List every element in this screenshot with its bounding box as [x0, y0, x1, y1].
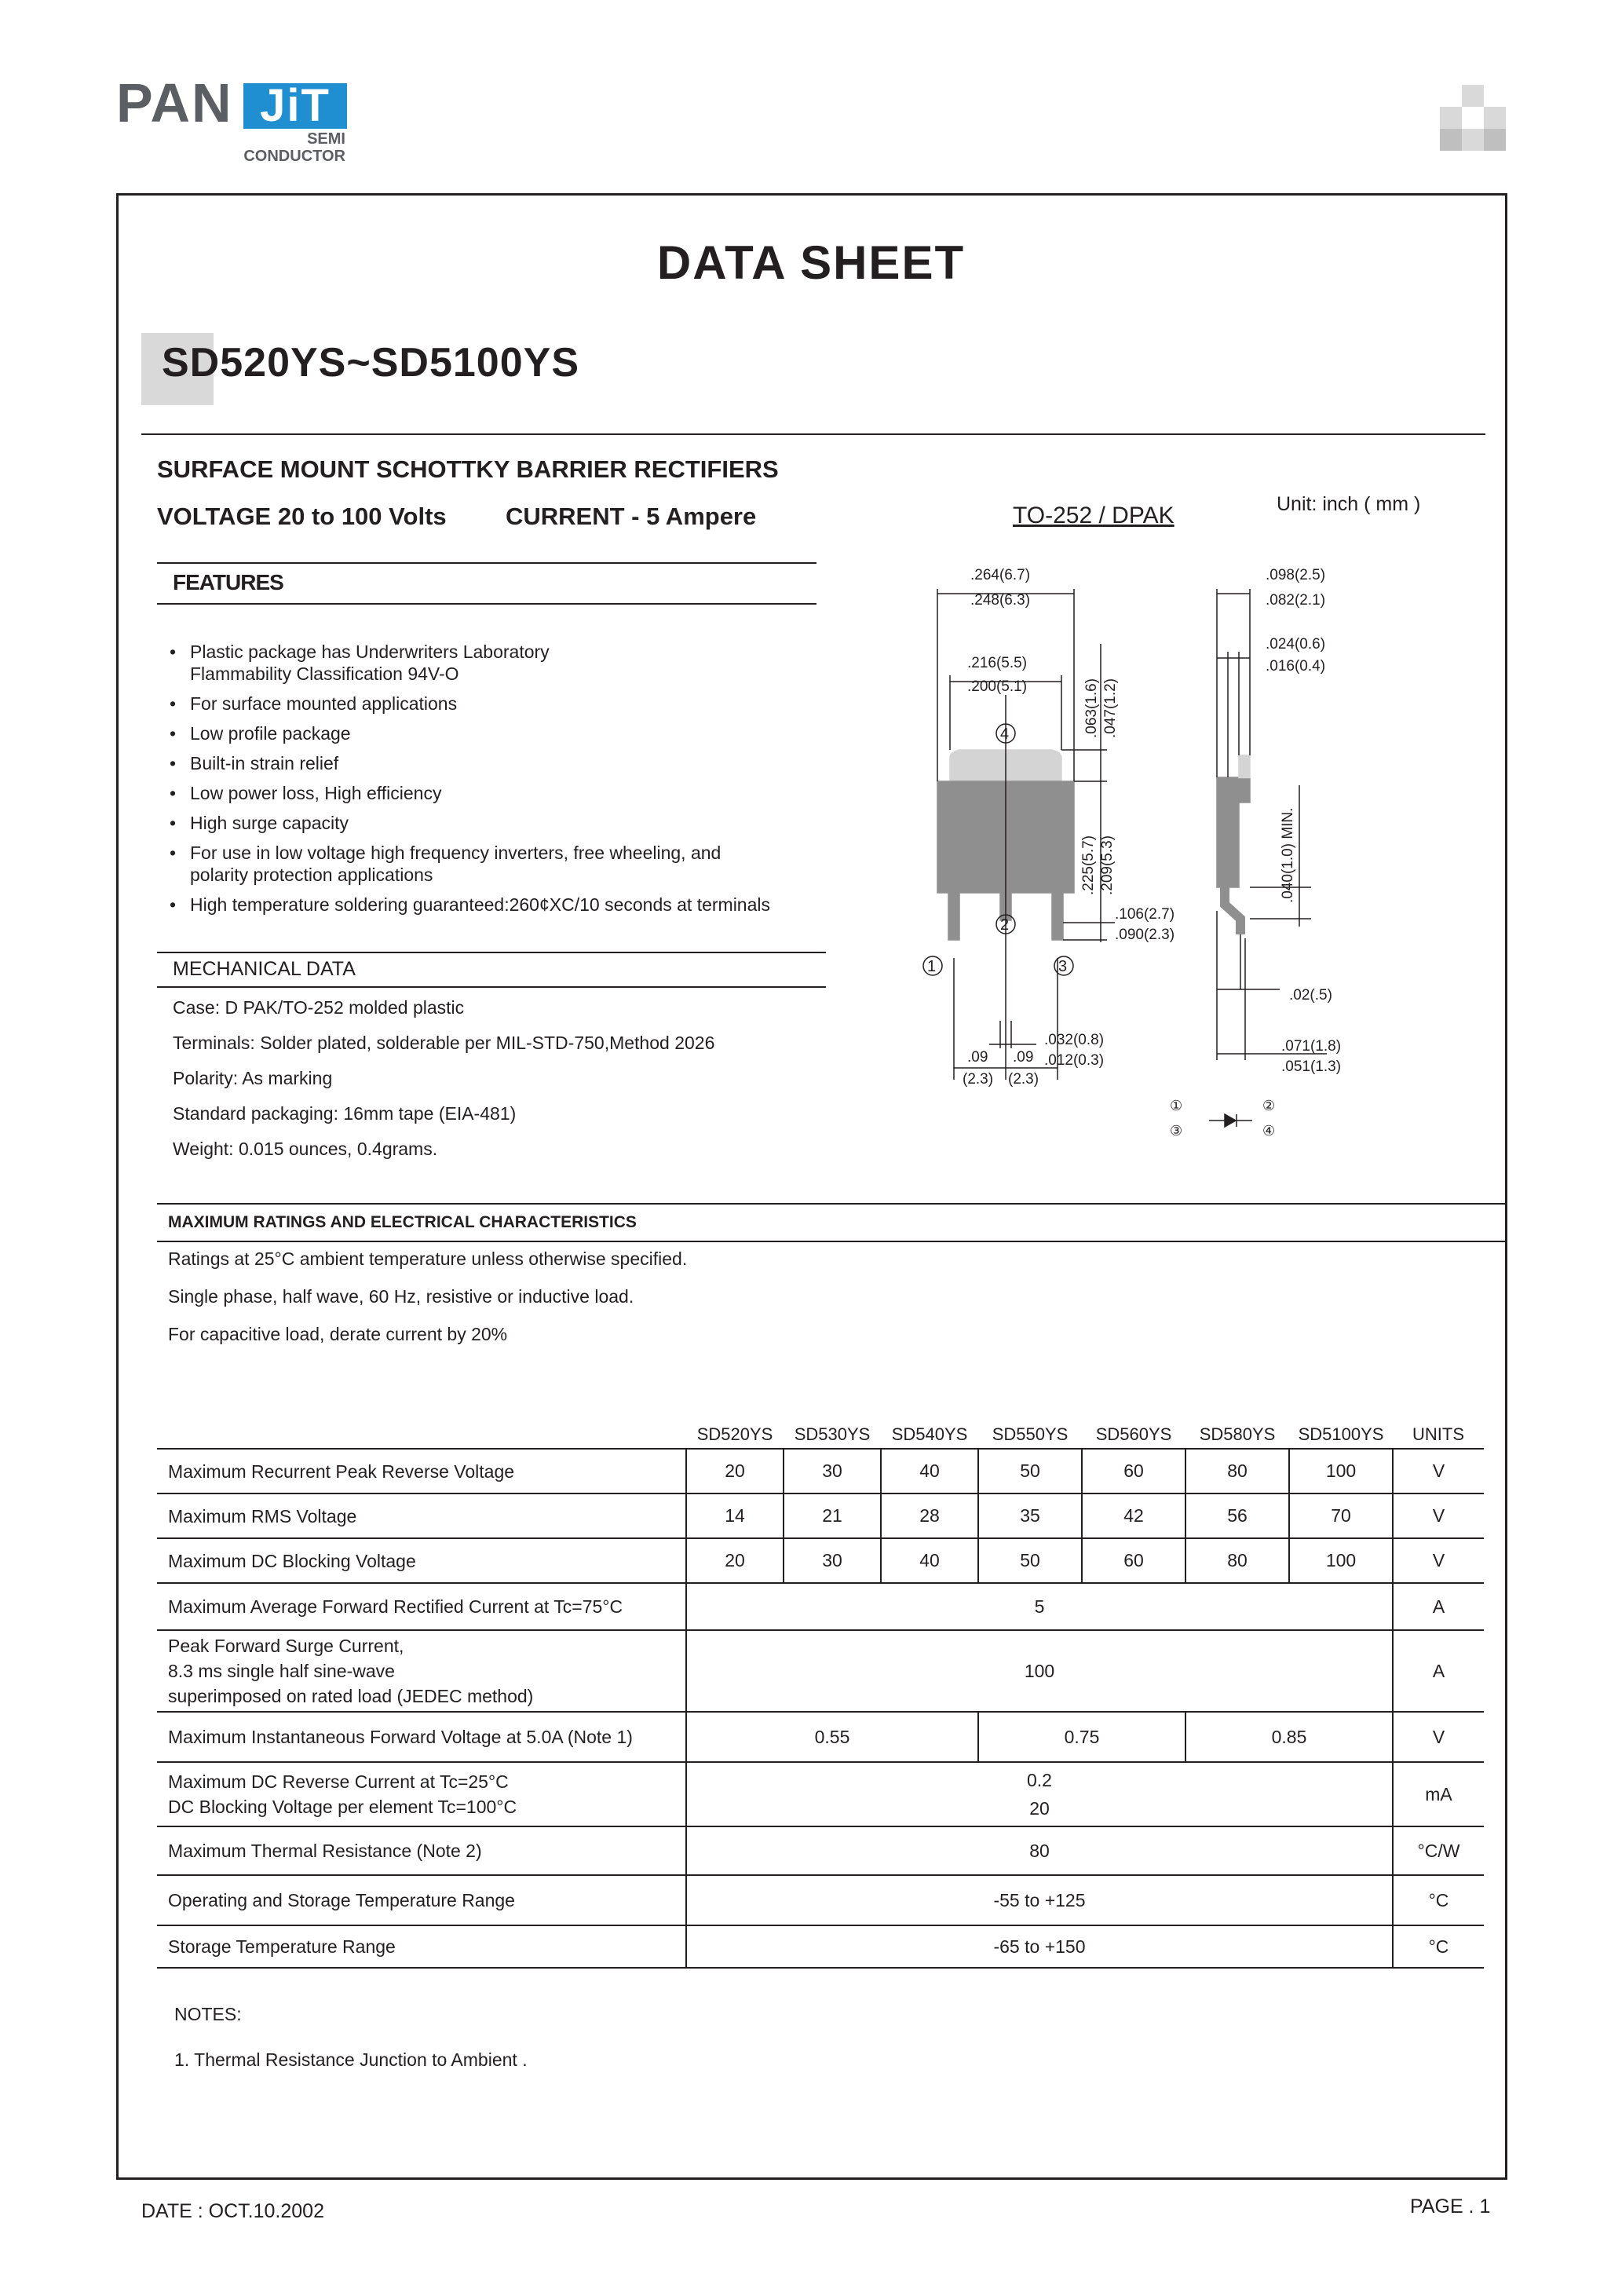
document-title: DATA SHEET — [656, 236, 966, 289]
cell-value: 80 — [1185, 1449, 1289, 1493]
column-header: SD530YS — [784, 1421, 881, 1449]
table-row — [157, 1925, 1484, 1968]
ratings-heading: MAXIMUM RATINGS AND ELECTRICAL CHARACTERISTICS — [168, 1213, 637, 1231]
symbol-pin-4: ④ — [1262, 1123, 1276, 1139]
column-header: SD5100YS — [1289, 1421, 1393, 1449]
mechanical-terminals: Terminals: Solder plated, solderable per MIL-STD-750,Method 2026 — [173, 1033, 715, 1053]
feature-item: • For use in low voltage high frequency inverters, free wheeling, and polarity protection applications — [170, 843, 721, 885]
symbol-pin-3: ③ — [1170, 1123, 1183, 1139]
dim-body-height-min: .209(5.3) — [1099, 835, 1116, 895]
features-bottom-rule — [157, 603, 816, 605]
feature-item: • Low power loss, High efficiency — [170, 783, 442, 803]
dim-overall-width-max: .264(6.7) — [970, 567, 1031, 583]
row-label: Maximum Average Forward Rectified Current at Tc=75°C — [157, 1583, 686, 1630]
table-row — [157, 1826, 1484, 1875]
feature-item: • Plastic package has Underwriters Laboratory Flammability Classification 94V-O — [170, 642, 550, 684]
cell-value: 28 — [881, 1493, 978, 1538]
feature-item: • High surge capacity — [170, 813, 349, 833]
symbol-pin-2: ② — [1262, 1098, 1276, 1113]
column-header: SD520YS — [686, 1421, 784, 1449]
voltage-range: VOLTAGE 20 to 100 Volts — [157, 503, 447, 530]
dim-pitch-left-mm: (2.3) — [963, 1071, 994, 1088]
row-label — [157, 1630, 686, 1712]
pin-1-label: 1 — [927, 958, 937, 975]
ratings-top-rule — [157, 1203, 1506, 1205]
unit-note: Unit: inch ( mm ) — [1277, 493, 1421, 515]
cell-value: 100 — [1289, 1538, 1393, 1583]
package-name: TO-252 / DPAK — [1013, 503, 1174, 528]
dim-tab-width-max: .216(5.5) — [967, 655, 1028, 671]
row-label-line: superimposed on rated load (JEDEC method) — [168, 1686, 534, 1706]
cell-value: 0.85 — [1185, 1712, 1393, 1762]
table-row — [157, 1493, 1484, 1538]
cell-unit: V — [1393, 1538, 1484, 1583]
mechanical-case: Case: D PAK/TO-252 molded plastic — [173, 997, 465, 1018]
cell-unit: V — [1393, 1712, 1484, 1762]
column-header: SD560YS — [1082, 1421, 1185, 1449]
mechanical-top-rule — [157, 952, 826, 953]
cell-unit: A — [1393, 1630, 1484, 1712]
table-row — [157, 1875, 1484, 1925]
cell-unit: °C — [1393, 1925, 1484, 1968]
cell-value: -55 to +125 — [686, 1875, 1393, 1925]
row-label: Maximum Thermal Resistance (Note 2) — [157, 1826, 686, 1875]
row-label-line: 8.3 ms single half sine-wave — [168, 1661, 395, 1681]
dim-lead-length-min: .090(2.3) — [1115, 927, 1175, 943]
condition-text: For capacitive load, derate current by 20% — [168, 1324, 508, 1344]
mechanical-bottom-rule — [157, 986, 826, 988]
feature-item: • Built-in strain relief — [170, 753, 339, 773]
table-row — [157, 1712, 1484, 1762]
table-row — [157, 1630, 1484, 1712]
cell-unit: °C — [1393, 1875, 1484, 1925]
features-heading: FEATURES — [173, 570, 283, 594]
logo-semi-text: SEMI — [307, 130, 345, 148]
pin-2-label: 2 — [1000, 916, 1010, 934]
row-label: Maximum Recurrent Peak Reverse Voltage — [157, 1449, 686, 1493]
row-label-line: Peak Forward Surge Current, — [168, 1636, 404, 1656]
condition-text: Ratings at 25°C ambient temperature unless otherwise specified. — [168, 1249, 688, 1269]
dim-lead-thickness: .02(.5) — [1289, 987, 1332, 1004]
table-row — [157, 1449, 1484, 1493]
mechanical-heading: MECHANICAL DATA — [173, 958, 356, 980]
column-header: SD540YS — [881, 1421, 978, 1449]
cell-value-line: 20 — [1029, 1798, 1050, 1819]
symbol-pin-1: ① — [1170, 1098, 1183, 1113]
dim-body-height-max: .225(5.7) — [1080, 835, 1097, 895]
dim-tab-height-min: .047(1.2) — [1102, 678, 1119, 738]
mechanical-packaging: Standard packaging: 16mm tape (EIA-481) — [173, 1103, 517, 1124]
cell-value: 30 — [784, 1449, 881, 1493]
condition-text: Single phase, half wave, 60 Hz, resistive or inductive load. — [168, 1286, 634, 1307]
dim-tab-thickness-max: .024(0.6) — [1266, 636, 1326, 653]
notes-heading: NOTES: — [174, 2004, 242, 2024]
cell-value: 40 — [881, 1538, 978, 1583]
cell-value: 20 — [686, 1449, 784, 1493]
dim-tab-thickness-min: .016(0.4) — [1266, 658, 1326, 675]
feature-item: • High temperature soldering guaranteed:260¢XC/10 seconds at terminals — [170, 894, 770, 915]
dim-tab-width-min: .200(5.1) — [967, 678, 1028, 695]
cell-value: 0.75 — [978, 1712, 1185, 1762]
cell-unit: V — [1393, 1449, 1484, 1493]
dim-tab-height-max: .063(1.6) — [1083, 678, 1100, 738]
cell-unit: °C/W — [1393, 1826, 1484, 1875]
column-header: SD580YS — [1185, 1421, 1289, 1449]
cell-value: 21 — [784, 1493, 881, 1538]
cell-value: 0.55 — [686, 1712, 978, 1762]
cell-value: 30 — [784, 1538, 881, 1583]
ratings-bottom-rule — [157, 1241, 1506, 1242]
title-divider — [141, 433, 1485, 435]
package-outline-drawing — [903, 550, 1500, 1162]
cell-value: 35 — [978, 1493, 1082, 1538]
cell-value: 60 — [1082, 1538, 1185, 1583]
row-label — [157, 1762, 686, 1826]
dim-lead-width-max: .032(0.8) — [1044, 1032, 1105, 1048]
cell-value: 42 — [1082, 1493, 1185, 1538]
cell-value-line: 0.2 — [1027, 1770, 1052, 1790]
dim-thickness-max: .098(2.5) — [1266, 567, 1326, 583]
dim-overall-width-min: .248(6.3) — [970, 592, 1031, 609]
cell-value: 80 — [1185, 1538, 1289, 1583]
cell-value: 60 — [1082, 1449, 1185, 1493]
table-header-row — [157, 1421, 1484, 1449]
feature-item: • Low profile package — [170, 723, 351, 744]
logo-conductor-text: CONDUCTOR — [243, 148, 345, 165]
part-number-title: SD520YS~SD5100YS — [162, 340, 580, 386]
cell-value: -65 to +150 — [686, 1925, 1393, 1968]
cell-value: 50 — [978, 1449, 1082, 1493]
row-label: Operating and Storage Temperature Range — [157, 1875, 686, 1925]
column-header: UNITS — [1393, 1421, 1484, 1449]
cell-value: 20 — [686, 1538, 784, 1583]
feature-item: • For surface mounted applications — [170, 693, 458, 714]
table-row — [157, 1538, 1484, 1583]
current-rating: CURRENT - 5 Ampere — [506, 503, 757, 530]
dim-footprint-max: .071(1.8) — [1281, 1038, 1342, 1055]
dim-thickness-min: .082(2.1) — [1266, 592, 1326, 609]
product-subtitle: SURFACE MOUNT SCHOTTKY BARRIER RECTIFIERS — [157, 455, 779, 483]
note-item: 1. Thermal Resistance Junction to Ambient . — [174, 2049, 528, 2070]
logo-jit-badge: JiT — [243, 83, 347, 129]
cell-value: 100 — [1289, 1449, 1393, 1493]
cell-value: 70 — [1289, 1493, 1393, 1538]
cell-value — [686, 1762, 1393, 1826]
row-label-line: DC Blocking Voltage per element Tc=100°C — [168, 1797, 517, 1817]
ratings-table — [157, 1421, 1484, 1969]
row-label: Storage Temperature Range — [157, 1925, 686, 1968]
row-label-line: Maximum DC Reverse Current at Tc=25°C — [168, 1771, 509, 1792]
dim-pitch-right-mm: (2.3) — [1008, 1071, 1039, 1088]
column-header: SD550YS — [978, 1421, 1082, 1449]
cell-unit: V — [1393, 1493, 1484, 1538]
footer-date: DATE : OCT.10.2002 — [141, 2200, 324, 2222]
cell-value: 5 — [686, 1583, 1393, 1630]
cell-unit: mA — [1393, 1762, 1484, 1826]
table-row — [157, 1762, 1484, 1826]
dim-pitch-left: .09 — [967, 1049, 988, 1066]
pin-4-label: 4 — [1000, 726, 1010, 743]
row-label: Maximum RMS Voltage — [157, 1493, 686, 1538]
pin-3-label: 3 — [1058, 958, 1068, 975]
cell-value: 56 — [1185, 1493, 1289, 1538]
row-label: Maximum Instantaneous Forward Voltage at 5.0A (Note 1) — [157, 1712, 686, 1762]
dim-lead-width-min: .012(0.3) — [1044, 1052, 1105, 1069]
mechanical-weight: Weight: 0.015 ounces, 0.4grams. — [173, 1139, 438, 1159]
dim-pitch-right: .09 — [1013, 1049, 1034, 1066]
cell-unit: A — [1393, 1583, 1484, 1630]
cell-value: 40 — [881, 1449, 978, 1493]
cell-value: 50 — [978, 1538, 1082, 1583]
cell-value: 80 — [686, 1826, 1393, 1875]
dim-lead-length-max: .106(2.7) — [1115, 906, 1175, 923]
table-row — [157, 1583, 1484, 1630]
dim-footprint-min: .051(1.3) — [1281, 1058, 1342, 1075]
cell-value: 14 — [686, 1493, 784, 1538]
cell-value: 100 — [686, 1630, 1393, 1712]
row-label: Maximum DC Blocking Voltage — [157, 1538, 686, 1583]
mechanical-polarity: Polarity: As marking — [173, 1068, 333, 1088]
dim-standoff-min: .040(1.0) MIN. — [1280, 807, 1296, 903]
logo-pan-text: PAN — [116, 72, 233, 133]
features-top-rule — [157, 562, 816, 564]
footer-page-number: PAGE . 1 — [1410, 2195, 1491, 2217]
